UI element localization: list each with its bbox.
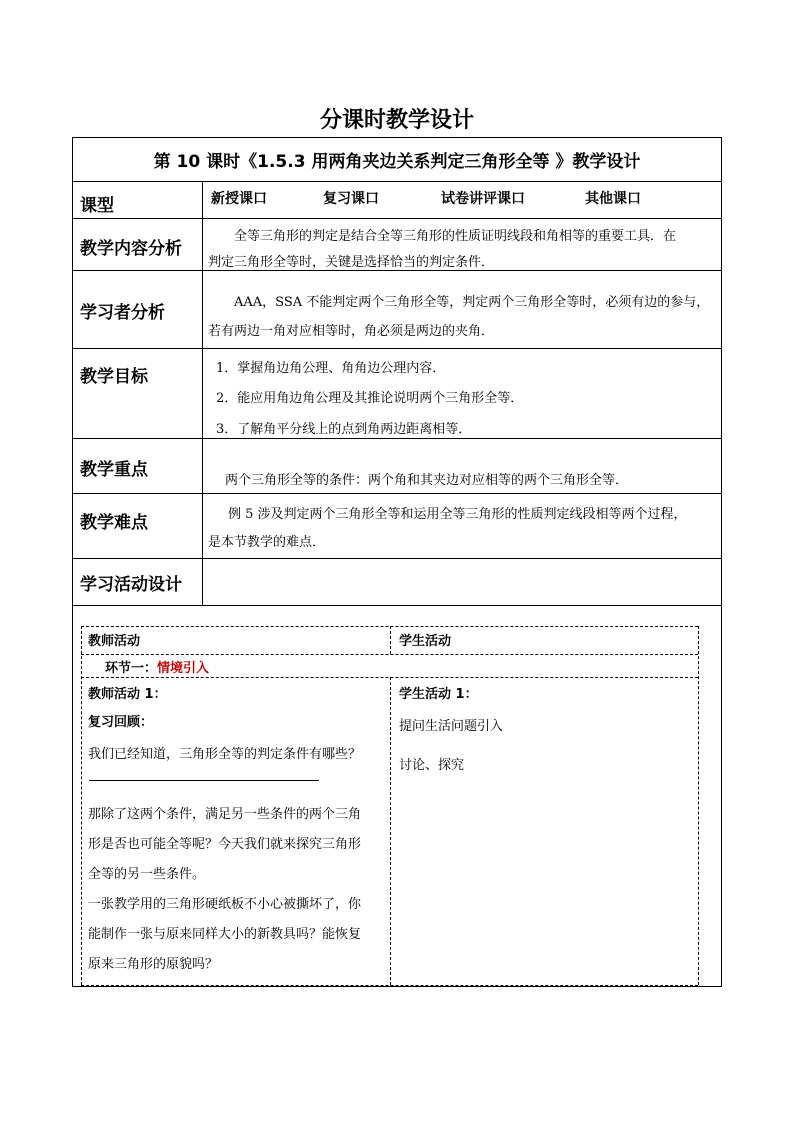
teacher-activity-line: 能制作一张与原来同样大小的新教具吗？能恢复 xyxy=(88,927,362,942)
option-new-lesson[interactable]: 新授课口 xyxy=(211,191,267,207)
student-activity-header: 学生活动 xyxy=(399,634,452,649)
review-title: 复习回顾： xyxy=(88,715,154,730)
activity-divider xyxy=(81,985,698,986)
row-divider xyxy=(73,438,721,439)
section-title: 情境引入 xyxy=(157,661,210,676)
activity-divider xyxy=(698,626,699,985)
teacher-activity-line: 原来三角形的原貌吗？ xyxy=(88,957,219,972)
activity-design-label: 学习活动设计 xyxy=(80,575,182,595)
activity-divider xyxy=(81,654,698,655)
teacher-activity-line: 形是否也可能全等呢？今天我们就来探究三角形 xyxy=(88,837,362,852)
option-other-lesson[interactable]: 其他课口 xyxy=(585,191,641,207)
lesson-design-table xyxy=(72,137,722,987)
student-activity-item: 提问生活问题引入 xyxy=(399,719,504,734)
activity-divider xyxy=(390,626,391,654)
row-divider xyxy=(73,181,721,182)
content-analysis-text: 全等三角形的判定是结合全等三角形的性质证明线段和角相等的重要工具．在 xyxy=(234,229,677,244)
learner-analysis-text: AAA，SSA 不能判定两个三角形全等，判定两个三角形全等时，必须有边的参与， xyxy=(234,295,710,310)
course-type-label: 课型 xyxy=(80,196,114,216)
page-title: 分课时教学设计 xyxy=(319,108,474,133)
teacher-activity-title: 教师活动 1： xyxy=(88,687,167,702)
teacher-activity-header: 教师活动 xyxy=(88,634,141,649)
learner-analysis-label: 学习者分析 xyxy=(80,303,165,323)
teacher-activity-line: 全等的另一些条件。 xyxy=(88,867,206,882)
section-prefix: 环节一： xyxy=(105,661,158,676)
student-activity-item: 讨论、探究 xyxy=(399,758,465,773)
row-divider xyxy=(73,605,721,606)
section-label xyxy=(105,657,209,676)
answer-blank-line xyxy=(89,780,319,781)
lesson-header: 第 10 课时《1.5.3 用两角夹边关系判定三角形全等 》教学设计 xyxy=(153,152,641,172)
key-points-label: 教学重点 xyxy=(80,460,148,480)
objective-item: 3．了解角平分线上的点到角两边距离相等． xyxy=(216,422,472,437)
option-review-lesson[interactable]: 复习课口 xyxy=(323,191,379,207)
activity-table xyxy=(81,626,698,986)
row-divider xyxy=(73,218,721,219)
teacher-activity-line: 那除了这两个条件，满足另一些条件的两个三角 xyxy=(88,807,362,822)
difficulties-text: 是本节教学的难点． xyxy=(208,535,326,550)
content-analysis-text: 判定三角形全等时，关键是选择恰当的判定条件． xyxy=(208,255,495,270)
teacher-activity-line: 一张教学用的三角形硬纸板不小心被撕坏了，你 xyxy=(88,897,362,912)
option-exam-review-lesson[interactable]: 试卷讲评课口 xyxy=(441,191,525,207)
difficulties-text: 例 5 涉及判定两个三角形全等和运用全等三角形的性质判定线段相等两个过程， xyxy=(228,507,687,522)
activity-divider xyxy=(81,626,82,985)
review-question: 我们已经知道，三角形全等的判定条件有哪些？ xyxy=(88,747,362,762)
objectives-label: 教学目标 xyxy=(80,367,148,387)
content-analysis-label: 教学内容分析 xyxy=(80,239,182,259)
student-activity-title: 学生活动 1： xyxy=(399,687,478,702)
key-points-text: 两个三角形全等的条件：两个角和其夹边对应相等的两个三角形全等． xyxy=(225,473,629,488)
difficulties-label: 教学难点 xyxy=(80,513,148,533)
objective-item: 1．掌握角边角公理、角角边公理内容． xyxy=(216,361,446,376)
learner-analysis-text: 若有两边一角对应相等时，角必须是两边的夹角． xyxy=(208,324,495,339)
column-divider xyxy=(202,181,203,605)
activity-divider xyxy=(390,677,391,985)
row-divider xyxy=(73,348,721,349)
objective-item: 2．能应用角边角公理及其推论说明两个三角形全等． xyxy=(216,391,524,406)
row-divider xyxy=(73,558,721,559)
